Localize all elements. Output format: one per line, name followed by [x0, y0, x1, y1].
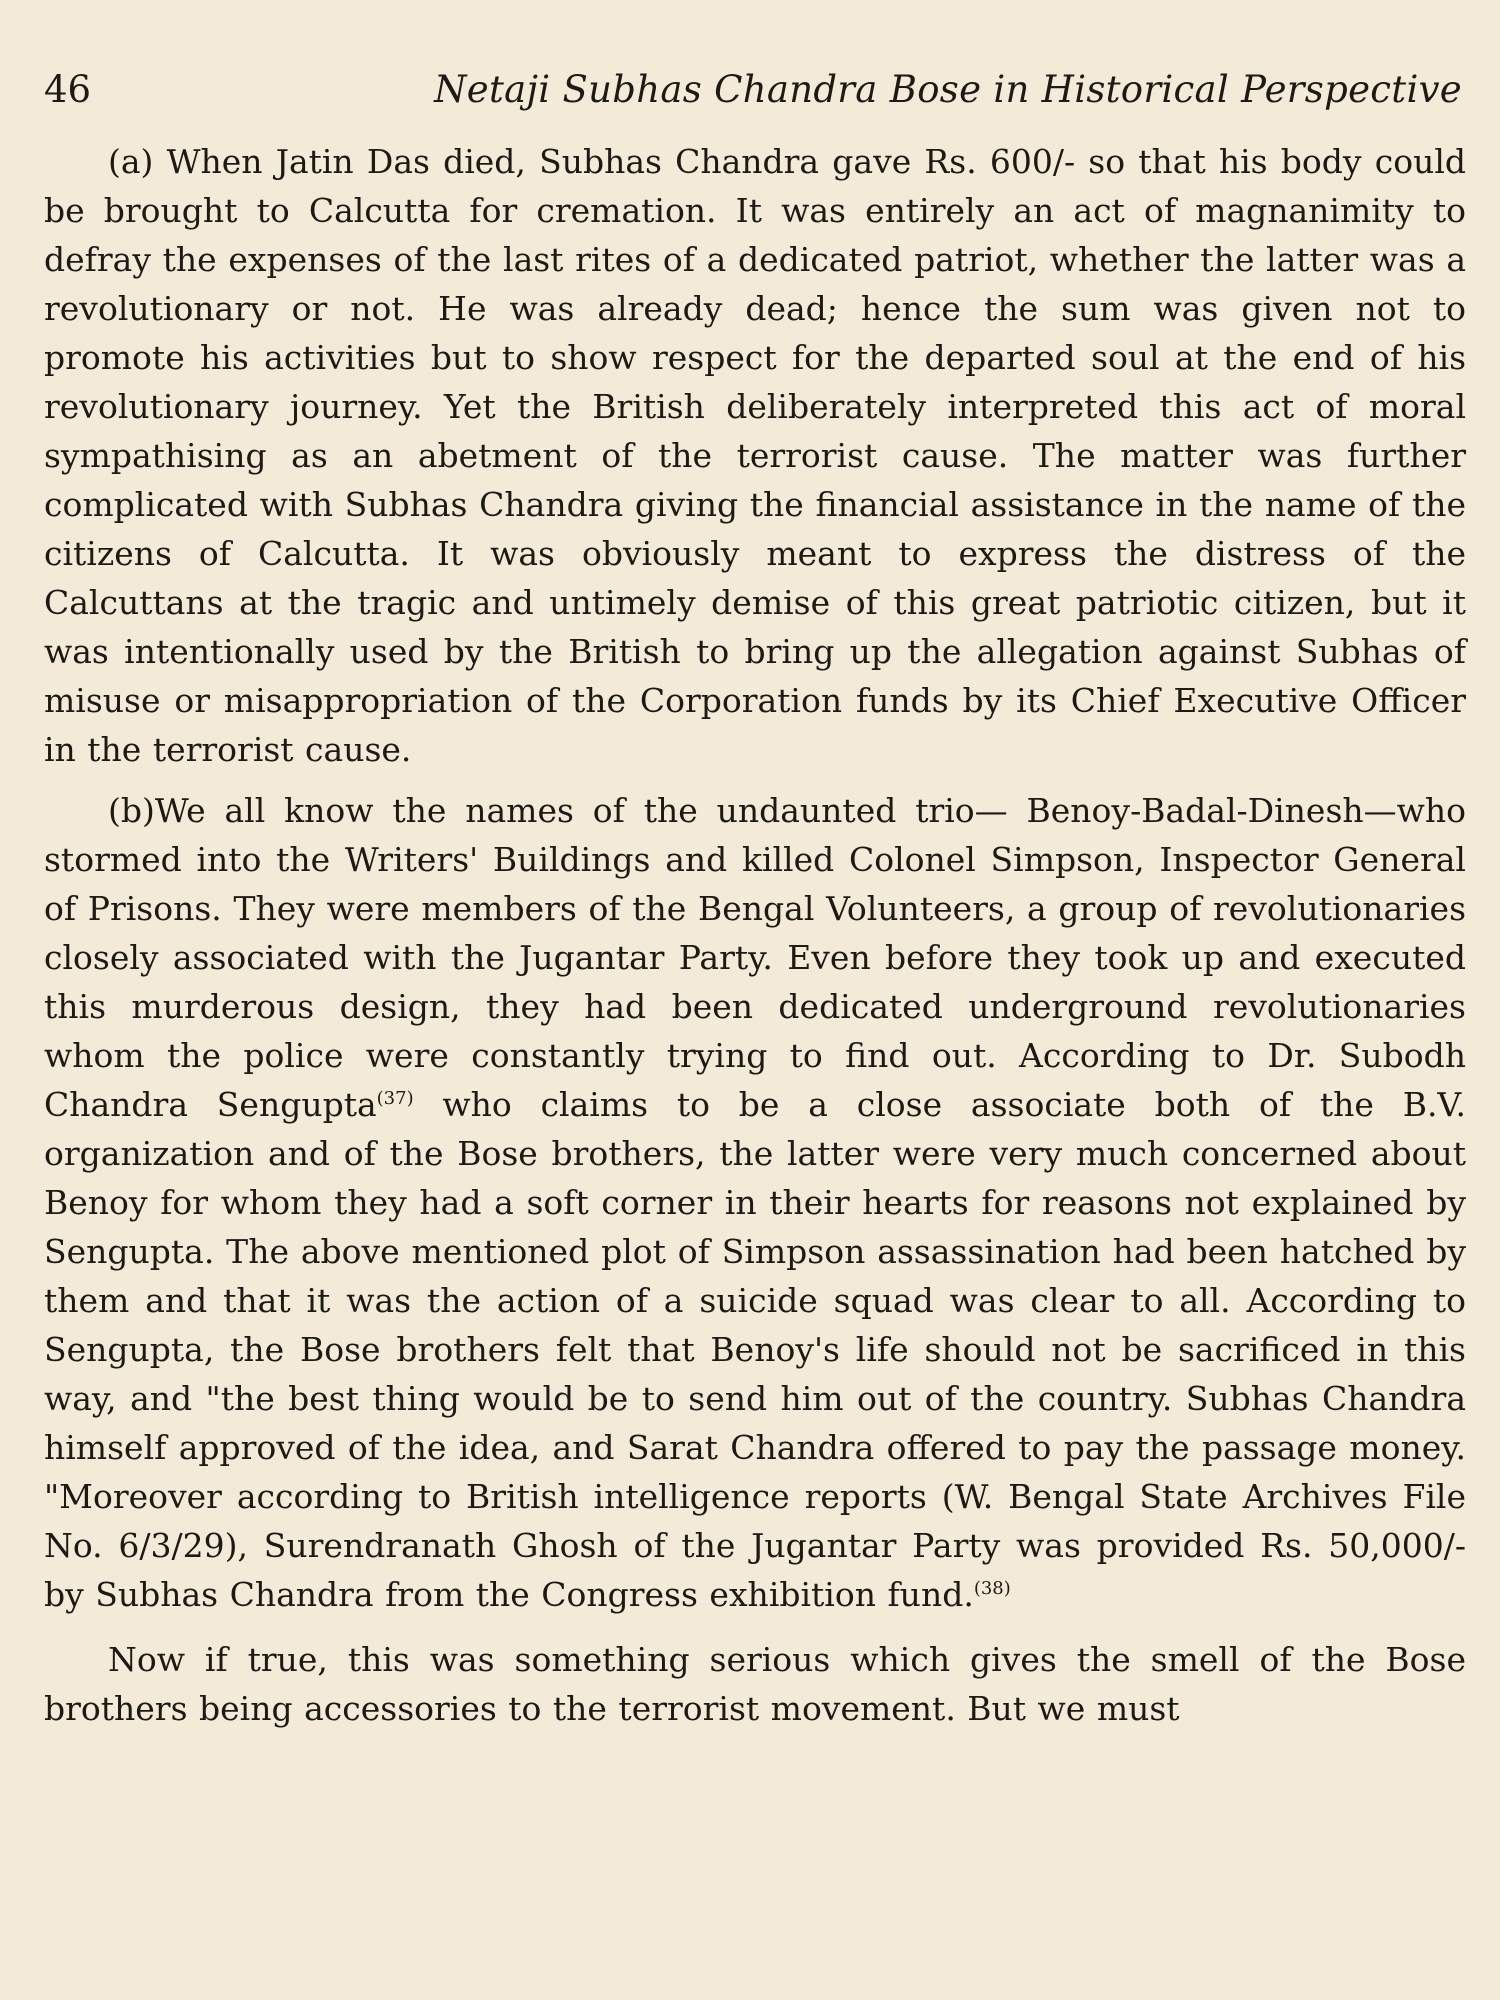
paragraph-b — [44, 786, 1466, 1619]
running-title: Netaji Subhas Chandra Bose in Historical Perspective — [434, 68, 1462, 111]
footnote-ref-38: (38) — [973, 1578, 1011, 1599]
paragraph-c: Now if true, this was something serious which gives the smell of the Bose brothers being accessories to the terrorist movement. But we must — [44, 1640, 1466, 1728]
page-header — [44, 68, 1466, 111]
paragraph-b-text-2: who claims to be a close associate both of the B.V. organization and of the Bose brothers, the latter were very much concerned about Benoy for whom they had a soft corner in their hearts for reasons not explained by Sengupta. The above mentioned plot of Simpson assassination had been hatched by them and that it was the action of a suicide squad was clear to all. According to Sengupta, the Bose brothers felt that Benoy's life should not be sacrificed in this way, and "the best thing would be to send him out of the country. Subhas Chandra himself approved of the idea, and Sarat Chandra offered to pay the passage money. "Moreover according to British intelligence reports (W. Bengal State Archives File No. 6/3/29), Surendranath Ghosh of the Jugantar Party was provided Rs. 50,000/- by Subhas Chandra from the Congress exhibition fund. — [44, 1085, 1466, 1614]
paragraph-b-text-1: (b)We all know the names of the undaunted trio— Benoy-Badal-Dinesh—who stormed into the Writers' Buildings and killed Colonel Simpson, Inspector General of Prisons. They were members of the Bengal Volunteers, a group of revolutionaries closely associated with the Jugantar Party. Even before they took up and executed this murderous design, they had been dedicated underground revolutionaries whom the police were constantly trying to find out. According to Dr. Subodh Chandra Sengupta — [44, 791, 1466, 1124]
paragraph-a: (a) When Jatin Das died, Subhas Chandra gave Rs. 600/- so that his body could be brought to Calcutta for cremation. It was entirely an act of magnanimity to defray the expenses of the last rites of a dedicated patriot, whether the latter was a revolutionary or not. He was already dead; hence the sum was given not to promote his activities but to show respect for the departed soul at the end of his revolutionary journey. Yet the British deliberately interpreted this act of moral sympathising as an abetment of the terrorist cause. The matter was further complicated with Subhas Chandra giving the financial assistance in the name of the citizens of Calcutta. It was obviously meant to express the distress of the Calcuttans at the tragic and untimely demise of this great patriotic citizen, but it was intentionally used by the British to bring up the allegation against Subhas of misuse or misappropriation of the Corporation funds by its Chief Executive Officer in the terrorist cause. — [44, 142, 1466, 769]
footnote-ref-37: (37) — [376, 1088, 414, 1109]
page-number: 46 — [44, 68, 92, 111]
